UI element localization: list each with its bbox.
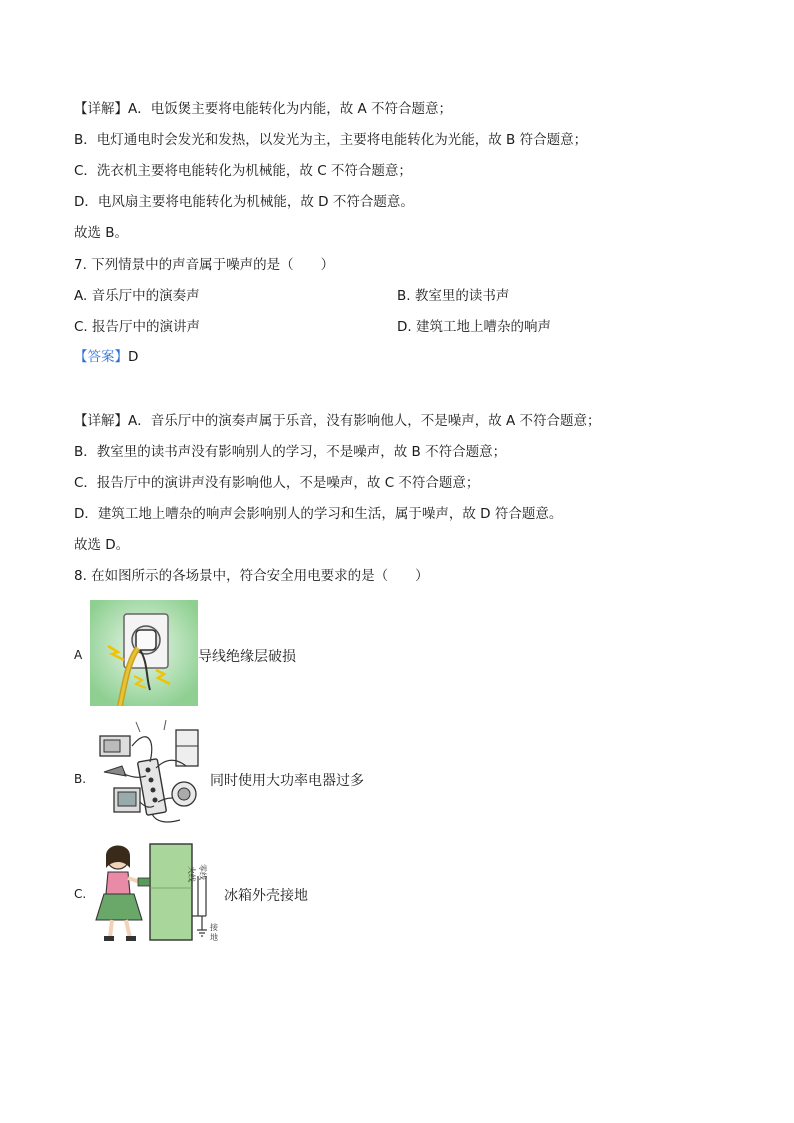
neutral-wire-label: 零线	[198, 864, 207, 880]
answer-value: D	[128, 349, 139, 365]
q6-analysis-d: D．电风扇主要将电能转化为机械能，故 D 不符合题意。	[74, 194, 414, 210]
q7-option-c: C. 报告厅中的演讲声	[74, 319, 201, 335]
q6-conclusion: 故选 B。	[74, 225, 129, 241]
ground-label-1: 接	[210, 923, 218, 932]
grounded-fridge-illustration	[94, 838, 228, 944]
q7-conclusion: 故选 D。	[74, 537, 130, 553]
analysis-tag: 【详解】	[74, 413, 128, 429]
q6-analysis-b: B．电灯通电时会发光和发热，以发光为主，主要将电能转化为光能，故 B 符合题意；	[74, 132, 588, 148]
overloaded-strip-illustration	[96, 718, 208, 828]
q8-option-a-label: A	[74, 648, 83, 662]
live-wire-label: 火线	[187, 866, 196, 882]
q6-analysis-a: 【详解】A．电饭煲主要将电能转化为内能，故 A 不符合题意；	[74, 101, 453, 117]
analysis-tag: 【详解】	[74, 101, 128, 117]
q7-analysis-b: B．教室里的读书声没有影响别人的学习，不是噪声，故 B 不符合题意；	[74, 444, 507, 460]
q8-option-b-caption: 同时使用大功率电器过多	[210, 773, 364, 789]
q8-option-c-label: C.	[74, 887, 87, 901]
q7-option-b: B. 教室里的读书声	[397, 288, 510, 304]
q8-option-b-label: B.	[74, 772, 87, 786]
q7-option-a: A. 音乐厅中的演奏声	[74, 288, 200, 304]
q7-analysis-d: D．建筑工地上嘈杂的响声会影响别人的学习和生活，属于噪声，故 D 符合题意。	[74, 506, 563, 522]
q8-option-a-caption: 导线绝缘层破损	[198, 649, 296, 665]
q7-analysis-c: C．报告厅中的演讲声没有影响他人，不是噪声，故 C 不符合题意；	[74, 475, 480, 491]
ground-label-2: 地	[210, 933, 218, 942]
damaged-wire-illustration	[90, 600, 198, 706]
q7-answer	[74, 348, 138, 366]
q6-analysis-c: C．洗衣机主要将电能转化为机械能，故 C 不符合题意；	[74, 163, 412, 179]
q7-analysis-a: 【详解】A．音乐厅中的演奏声属于乐音，没有影响他人，不是噪声，故 A 不符合题意；	[74, 413, 601, 429]
q7-stem: 7. 下列情景中的声音属于噪声的是（ ）	[74, 257, 335, 273]
q8-stem: 8. 在如图所示的各场景中，符合安全用电要求的是（ ）	[74, 568, 429, 584]
answer-tag: 【答案】	[74, 349, 128, 365]
q8-option-c-caption: 冰箱外壳接地	[224, 888, 308, 904]
q7-option-d: D. 建筑工地上嘈杂的响声	[397, 319, 551, 335]
